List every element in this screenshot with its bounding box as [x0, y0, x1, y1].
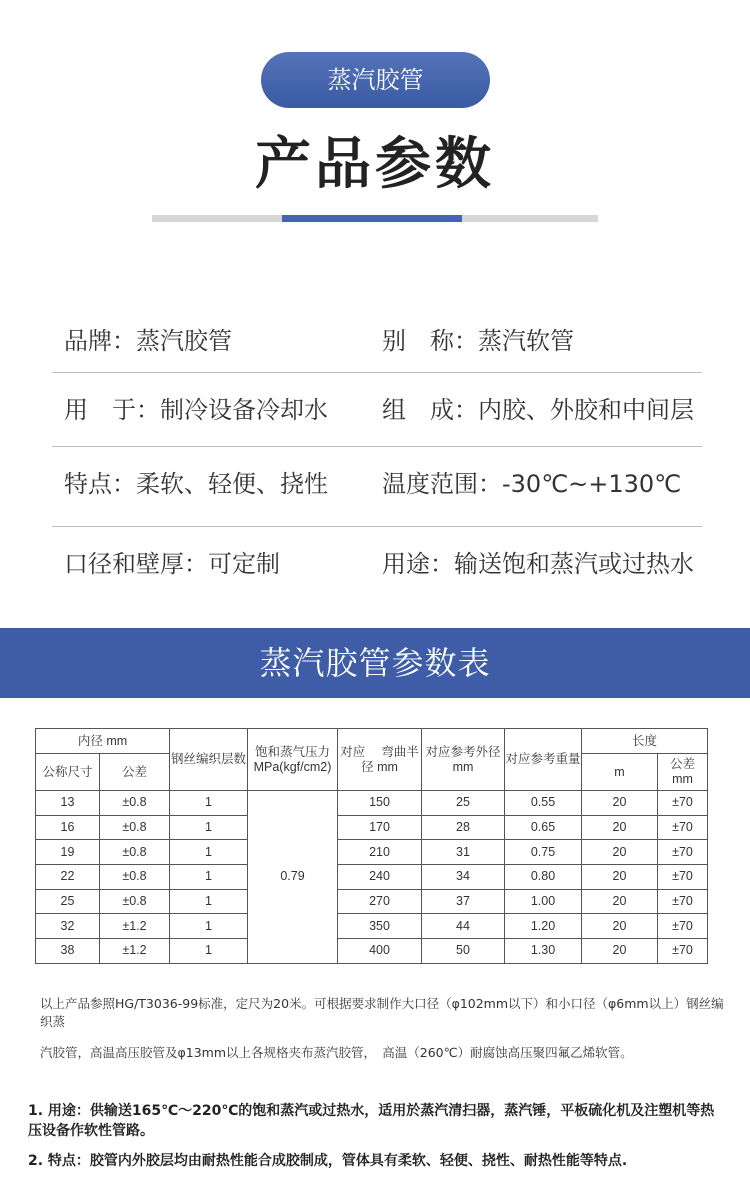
header-inner-diameter: 内径 mm	[36, 729, 170, 754]
cell-length-tolerance: ±70	[658, 914, 708, 939]
header-nominal-size: 公称尺寸	[36, 754, 100, 791]
usage-note: 1. 用途：供输送165℃～220℃的饱和蒸汽或过热水，适用於蒸汽清扫器，蒸汽锤，平板硫化机及注塑机等热压设备作软性管路。	[28, 1103, 715, 1139]
spec-row-diameter	[52, 530, 702, 598]
cell-weight: 0.75	[505, 840, 582, 865]
page-title: 产品参数	[255, 132, 495, 197]
cell-size: 13	[36, 791, 100, 816]
cell-pressure: 0.79	[248, 791, 338, 964]
spec-separator	[52, 526, 702, 527]
table-row	[36, 939, 708, 964]
cell-bend-radius: 170	[338, 815, 422, 840]
header-length-m: m	[582, 754, 658, 791]
cell-bend-radius: 350	[338, 914, 422, 939]
spec-alias: 别 称：蒸汽软管	[382, 327, 574, 355]
spec-brand: 品牌：蒸汽胶管	[64, 327, 232, 355]
spec-features: 特点：柔软、轻便、挠性	[64, 470, 328, 498]
header-outer-diameter: 对应参考外径 mm	[422, 729, 505, 791]
cell-outer-diameter: 50	[422, 939, 505, 964]
cell-tolerance: ±1.2	[100, 914, 170, 939]
cell-bend-radius: 210	[338, 840, 422, 865]
spec-separator	[52, 446, 702, 447]
cell-outer-diameter: 44	[422, 914, 505, 939]
cell-layers: 1	[170, 889, 248, 914]
cell-bend-radius: 240	[338, 865, 422, 890]
header-bend-radius: 对应 弯曲半径 mm	[338, 729, 422, 791]
standard-note: 以上产品参照HG/T3036-99标准，定尺为20米。可根据要求制作大口径（φ102mm以下）和小口径（φ6mm以上）钢丝编织蒸	[40, 996, 724, 1029]
feature-note: 2. 特点：胶管内外胶层均由耐热性能合成胶制成，管体具有柔软、轻便、挠性、耐热性能等特点.	[28, 1153, 628, 1169]
spec-row-brand	[52, 307, 702, 375]
product-name-pill: 蒸汽胶管	[261, 52, 490, 108]
cell-size: 22	[36, 865, 100, 890]
cell-size: 25	[36, 889, 100, 914]
cell-weight: 0.65	[505, 815, 582, 840]
cell-length: 20	[582, 914, 658, 939]
cell-layers: 1	[170, 939, 248, 964]
table-row	[36, 914, 708, 939]
cell-layers: 1	[170, 840, 248, 865]
cell-length: 20	[582, 865, 658, 890]
cell-length: 20	[582, 889, 658, 914]
cell-length-tolerance: ±70	[658, 889, 708, 914]
cell-layers: 1	[170, 791, 248, 816]
header-length-tolerance: 公差 mm	[658, 754, 708, 791]
spec-purpose: 用途：输送饱和蒸汽或过热水	[382, 550, 694, 578]
spec-diameter: 口径和壁厚：可定制	[64, 550, 280, 578]
cell-tolerance: ±0.8	[100, 865, 170, 890]
spec-temperature: 温度范围：-30℃~+130℃	[382, 470, 682, 498]
cell-bend-radius: 400	[338, 939, 422, 964]
table-row	[36, 791, 708, 816]
table-row	[36, 840, 708, 865]
cell-tolerance: ±0.8	[100, 791, 170, 816]
header-wire-layers: 钢丝编织层数	[170, 729, 248, 791]
cell-layers: 1	[170, 914, 248, 939]
header-pressure: 饱和蒸气压力 MPa(kgf/cm2)	[248, 729, 338, 791]
spec-composition: 组 成：内胶、外胶和中间层	[382, 396, 694, 424]
cell-layers: 1	[170, 815, 248, 840]
cell-bend-radius: 150	[338, 791, 422, 816]
cell-outer-diameter: 28	[422, 815, 505, 840]
cell-length: 20	[582, 791, 658, 816]
table-row	[36, 889, 708, 914]
cell-tolerance: ±0.8	[100, 889, 170, 914]
cell-length-tolerance: ±70	[658, 865, 708, 890]
cell-size: 16	[36, 815, 100, 840]
cell-outer-diameter: 25	[422, 791, 505, 816]
cell-length-tolerance: ±70	[658, 939, 708, 964]
cell-length-tolerance: ±70	[658, 840, 708, 865]
cell-size: 32	[36, 914, 100, 939]
spec-separator	[52, 372, 702, 373]
cell-tolerance: ±0.8	[100, 815, 170, 840]
spec-row-features	[52, 450, 702, 518]
product-range-note: 汽胶管，高温高压胶管及φ13mm以上各规格夹布蒸汽胶管， 高温（260℃）耐腐蚀高压聚四氟乙烯软管。	[40, 1045, 633, 1060]
cell-tolerance: ±1.2	[100, 939, 170, 964]
cell-outer-diameter: 34	[422, 865, 505, 890]
cell-length: 20	[582, 815, 658, 840]
spec-row-usage	[52, 376, 702, 444]
parameter-table	[35, 728, 708, 964]
cell-outer-diameter: 31	[422, 840, 505, 865]
spec-application: 用 于：制冷设备冷却水	[64, 396, 328, 424]
cell-bend-radius: 270	[338, 889, 422, 914]
title-divider-accent	[282, 215, 462, 222]
cell-size: 38	[36, 939, 100, 964]
table-row	[36, 865, 708, 890]
cell-weight: 1.20	[505, 914, 582, 939]
cell-weight: 0.55	[505, 791, 582, 816]
cell-size: 19	[36, 840, 100, 865]
cell-layers: 1	[170, 865, 248, 890]
table-title-band: 蒸汽胶管参数表	[0, 628, 750, 698]
header-tolerance: 公差	[100, 754, 170, 791]
cell-outer-diameter: 37	[422, 889, 505, 914]
cell-weight: 1.00	[505, 889, 582, 914]
cell-length-tolerance: ±70	[658, 815, 708, 840]
cell-tolerance: ±0.8	[100, 840, 170, 865]
table-row	[36, 815, 708, 840]
cell-length: 20	[582, 840, 658, 865]
header-length: 长度	[582, 729, 708, 754]
cell-length: 20	[582, 939, 658, 964]
header-weight: 对应参考重量	[505, 729, 582, 791]
cell-weight: 0.80	[505, 865, 582, 890]
cell-weight: 1.30	[505, 939, 582, 964]
cell-length-tolerance: ±70	[658, 791, 708, 816]
